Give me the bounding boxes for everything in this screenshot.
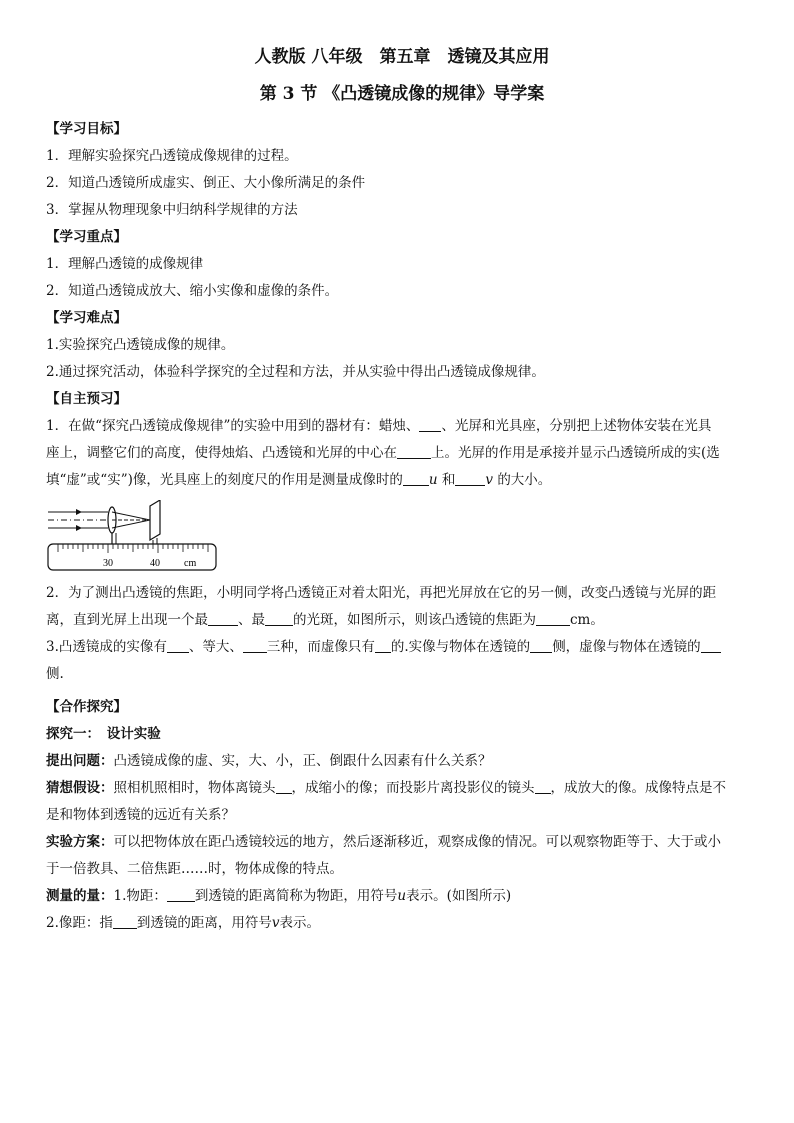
q3-text: 3.凸透镜成的实像有 [46,639,167,655]
explore-one-title: 探究一： 设计实验 [46,726,161,742]
focal-length-figure [46,500,226,572]
answer-blank[interactable] [265,611,293,626]
preview-question-2-line-2 [46,607,758,634]
q2-text: cm。 [570,612,604,628]
document-title: 人教版 八年级 第五章 透镜及其应用 [254,47,550,67]
measure-text: 到透镜的距离，用符号 [136,915,272,931]
raise-question-label: 提出问题： [46,753,114,769]
answer-blank[interactable] [375,638,391,653]
answer-blank[interactable] [167,887,195,902]
q2-text: 的光斑，如图所示，则该凸透镜的焦距为 [293,612,536,628]
objective-item: 3．掌握从物理现象中归纳科学规律的方法 [46,202,298,218]
plan-line-2 [46,856,758,883]
answer-blank[interactable] [243,638,267,653]
measure-line-1 [46,883,758,910]
answer-blank[interactable] [701,638,721,653]
q2-text: 2．为了测出凸透镜的焦距，小明同学将凸透镜正对着太阳光，再把光屏放在它的另一侧，改变凸透镜与光屏的距 [46,585,717,601]
q1-text: 、光屏和光具座，分别把上述物体安装在光具 [441,418,712,434]
preview-question-2-line-1 [46,580,758,607]
difficulty-item: 2.通过探究活动，体验科学探究的全过程和方法，并从实验中得出凸透镜成像规律。 [46,364,545,380]
measure-label: 测量的量： [46,888,114,904]
q3-text: 三种，而虚像只有 [266,639,375,655]
measure-text: 到透镜的距离简称为物距，用符号 [194,888,398,904]
image-distance-symbol: v [271,915,280,931]
keypoint-item: 1．理解凸透镜的成像规律 [46,256,204,272]
hypothesis-text: 照相机照相时，物体离镜头 [113,780,276,796]
answer-blank[interactable] [403,471,429,486]
raise-question-text: 凸透镜成像的虚、实，大、小，正、倒跟什么因素有什么关系？ [113,753,492,769]
answer-blank[interactable] [167,638,189,653]
q3-text: 侧，虚像与物体在透镜的 [552,639,701,655]
hypothesis-text: ，成缩小的像；而投影片离投影仪的镜头 [291,780,535,796]
q1-text: 1．在做“探究凸透镜成像规律”的实验中用到的器材有：蜡烛、 [46,418,420,434]
raise-question-line [46,748,758,775]
hypothesis-text: 是和物体到透镜的远近有关系？ [46,807,235,823]
answer-blank[interactable] [397,444,431,459]
object-distance-symbol: u [428,472,438,488]
answer-blank[interactable] [113,914,137,929]
hypothesis-line-1 [46,775,758,802]
hypothesis-label: 猜想假设： [46,780,114,796]
answer-blank[interactable] [208,611,238,626]
q2-text: 、最 [238,612,265,628]
document-subtitle: 第 3 节 《凸透镜成像的规律》导学案 [259,84,545,104]
plan-text: 于一倍教具、二倍焦距……时，物体成像的特点。 [46,861,343,877]
preview-question-3-line-2 [46,661,758,688]
q2-text: 离，直到光屏上出现一个最 [46,612,208,628]
answer-blank[interactable] [530,638,552,653]
keypoint-item: 2．知道凸透镜成放大、缩小实像和虚像的条件。 [46,283,339,299]
answer-blank[interactable] [419,417,441,432]
q1-text: 上。光屏的作用是承接并显示凸透镜所成的实(选 [431,445,720,461]
ruler-tick-30: 30 [103,558,113,569]
light-screen-icon [150,500,160,540]
q1-text: 的大小。 [497,472,552,488]
q3-text: 侧. [46,666,64,682]
cooperation-heading: 【合作探究】 [46,699,127,715]
image-distance-symbol: v [485,472,494,488]
objective-item: 2．知道凸透镜所成虚实、倒正、大小像所满足的条件 [46,175,366,191]
measure-text: 表示。 [279,915,321,931]
hypothesis-text: ，成放大的像。成像特点是不 [550,780,726,796]
hypothesis-line-2 [46,802,758,829]
ruler-tick-40: 40 [150,558,160,569]
difficulties-heading: 【学习难点】 [46,310,127,326]
measure-text: 2.像距：指 [46,915,113,931]
object-distance-symbol: u [397,888,407,904]
plan-text: 可以把物体放在距凸透镜较远的地方，然后逐渐移近，观察成像的情况。可以观察物距等于、大于或小 [113,834,721,850]
q3-text: 、等大、 [188,639,243,655]
plan-line-1 [46,829,758,856]
measure-text: 表示。(如图所示) [406,888,512,904]
objectives-heading: 【学习目标】 [46,121,127,137]
preview-heading: 【自主预习】 [46,391,127,407]
answer-blank[interactable] [455,471,485,486]
answer-blank[interactable] [535,779,551,794]
answer-blank[interactable] [536,611,570,626]
answer-blank[interactable] [276,779,292,794]
worksheet-page [46,44,758,937]
keypoints-heading: 【学习重点】 [46,229,127,245]
difficulty-item: 1.实验探究凸透镜成像的规律。 [46,337,235,353]
objective-item: 1．理解实验探究凸透镜成像规律的过程。 [46,148,298,164]
plan-label: 实验方案： [46,834,114,850]
preview-question-1-line-3 [46,467,758,494]
measure-text: 1.物距： [113,888,167,904]
ruler-unit: cm [184,558,197,569]
q1-text: 填“虚”或“实”)像，光具座上的刻度尺的作用是测量成像时的 [46,472,403,488]
measure-line-2 [46,910,758,937]
lens-ruler-diagram [46,500,226,572]
q1-text: 和 [441,472,456,488]
preview-question-1-line-2 [46,440,758,467]
preview-question-3-line-1 [46,634,758,661]
q3-text: 的.实像与物体在透镜的 [390,639,531,655]
q1-text: 座上，调整它们的高度，使得烛焰、凸透镜和光屏的中心在 [46,445,397,461]
preview-question-1-line-1 [46,413,758,440]
